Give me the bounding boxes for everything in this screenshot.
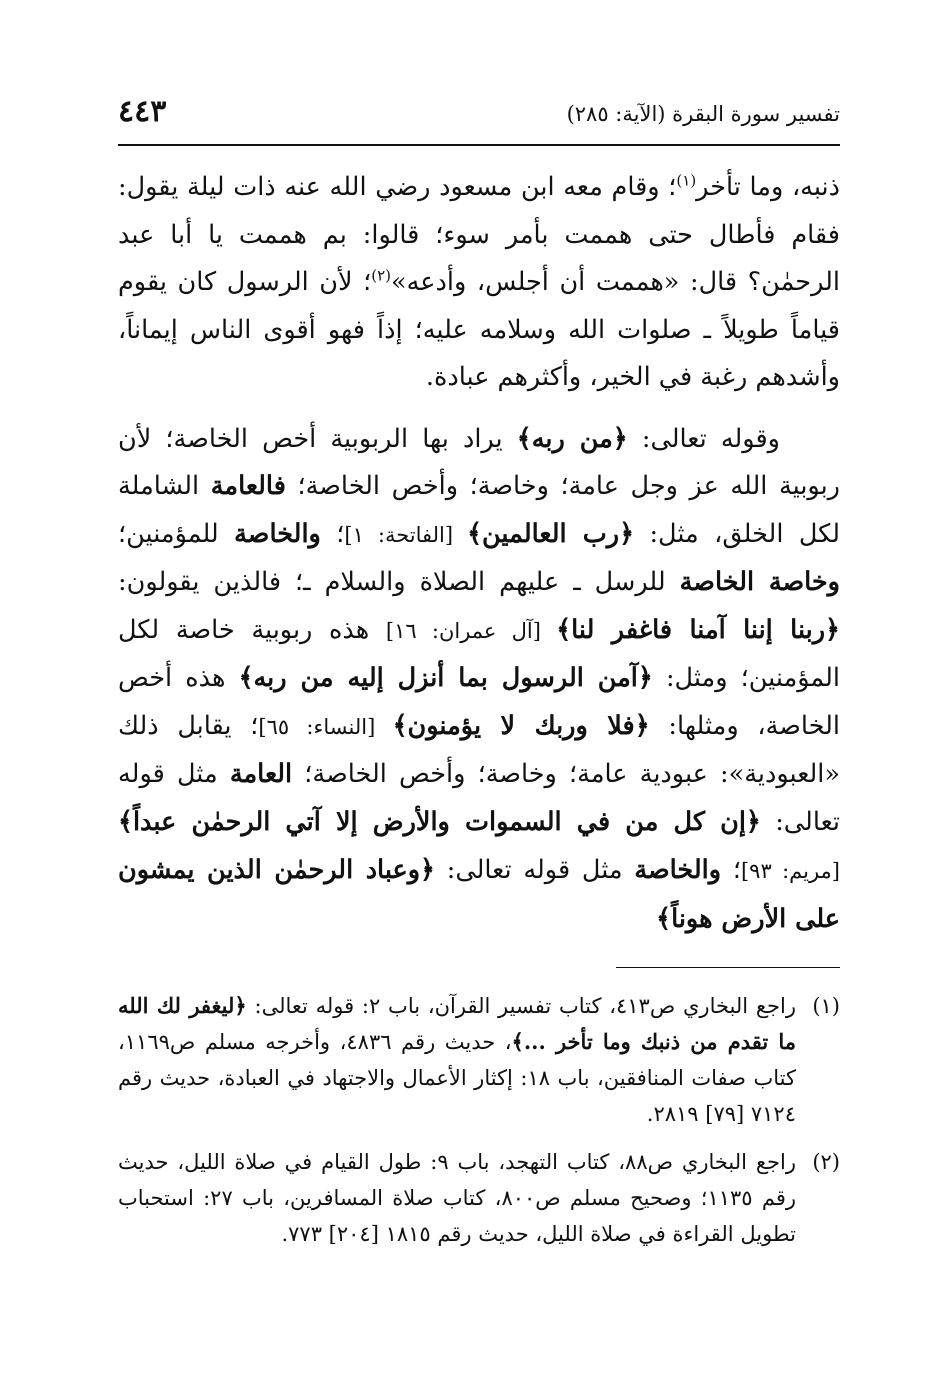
text-span: ؛: [320, 518, 345, 549]
text-span: ذنبه، وما تأخر: [696, 172, 840, 202]
footnote-divider: [616, 967, 840, 968]
verse-reference: [آل عمران: ١٦]: [385, 618, 557, 643]
bold-term: العامة: [229, 759, 293, 789]
footnote-text: راجع البخاري ص٨٨، كتاب التهجد، باب ٩: طول القيام في صلاة الليل، حديث رقم ١١٣٥؛ وصحيح مسلم ص٨٠٠، كتاب صلاة المسافرين، باب ٢٧: استحباب تطويل القراءة في صلاة الليل، حديث رقم ١٨١٥ [٢٠٤] ٧٧٣.: [118, 1150, 797, 1246]
quran-quote: ﴿آمن الرسول بما أنزل إليه من ربه﴾: [238, 663, 653, 693]
quran-quote: ﴿ليغفر لك الله ما تقدم من ذنبك وما تأخر ...﴾: [118, 993, 797, 1054]
text-span: ، حديث رقم ٤٨٣٦، وأخرجه مسلم ص١١٦٩، كتاب صفات المنافقين، باب ١٨: إكثار الأعمال والاجتهاد في العبادة، حديث رقم ٧١٢٤ [٧٩] ٢٨١٩.: [118, 1030, 797, 1126]
text-span: وقوله تعالى:: [627, 423, 780, 454]
quran-quote: ﴿إن كل من في السموات والأرض إلا آتي الرحمٰن عبداً﴾: [118, 806, 761, 837]
page-number: ٤٤٣: [118, 94, 167, 129]
bold-term: والخاصة: [634, 855, 722, 885]
paragraph-1: [118, 164, 840, 402]
footnote-2: [118, 1144, 840, 1252]
text-span: يراد بها الربوبية أخص الخاصة؛ لأن ربوبية الله عز وجل عامة؛ وخاصة؛ وأخص الخاصة؛: [118, 423, 840, 501]
main-text: [118, 164, 840, 943]
footnotes: [118, 988, 840, 1252]
text-span: هذه أخص الخاصة، ومثلها:: [118, 663, 840, 741]
footnote-marker-1: (١): [676, 171, 697, 190]
quran-quote: ﴿رب العالمين﴾: [467, 518, 635, 549]
bold-term: فالعامة: [210, 471, 286, 501]
text-span: راجع البخاري ص٤١٣، كتاب تفسير القرآن، باب ٢: قوله تعالى:: [246, 994, 796, 1018]
text-span: للمؤمنين؛: [118, 518, 235, 549]
text-span: للرسل ـ عليهم الصلاة والسلام ـ؛ فالذين يقولون:: [118, 567, 680, 597]
footnote-number: (٢): [812, 1150, 840, 1174]
verse-reference: [الفاتحة: ١]: [344, 522, 468, 547]
footnote-1: [118, 988, 840, 1132]
footnote-text: [118, 988, 796, 1132]
footnote-number: (١): [812, 994, 840, 1018]
text-span: ؛: [721, 855, 741, 885]
quran-quote: ﴿ربنا إننا آمنا فاغفر لنا﴾: [556, 614, 840, 645]
verse-reference: [مريم: ٩٣]: [740, 859, 840, 883]
footnote-marker-2: (٢): [371, 266, 392, 285]
bold-term: والخاصة: [234, 518, 321, 549]
text-span: ؛ يقابل ذلك «العبودية»: عبودية عامة؛ وخاصة؛ وأخص الخاصة؛: [118, 710, 840, 789]
verse-reference: [النساء: ٦٥]: [258, 714, 393, 739]
text-span: هذه ربوبية خاصة لكل المؤمنين؛ ومثل:: [118, 614, 840, 693]
quran-quote: ﴿من ربه﴾: [516, 423, 628, 454]
text-span: الشاملة لكل الخلق، مثل:: [118, 471, 840, 549]
quran-quote: ﴿وعباد الرحمٰن الذين يمشون على الأرض هوناً﴾: [118, 855, 840, 934]
bold-term: وخاصة الخاصة: [679, 567, 840, 597]
paragraph-2: [118, 416, 840, 944]
text-span: ؛ لأن الرسول كان يقوم قياماً طويلاً ـ صلوات الله وسلامه عليه؛ إذاً فهو أقوى الناس إيماناً، وأشدهم رغبة في الخير، وأكثرهم عبادة.: [118, 267, 840, 392]
book-page: [118, 88, 840, 1338]
quran-quote: ﴿فلا وربك لا يؤمنون﴾: [392, 710, 650, 741]
page-header: [118, 88, 840, 146]
text-span: مثل قوله تعالى:: [118, 759, 840, 837]
text-span: ؛ وقام معه ابن مسعود رضي الله عنه ذات ليلة يقول: فقام فأطال حتى هممت بأمر سوء؛ قالوا: بم هممت يا أبا عبد الرحمٰن؟ قال: «هممت أن أجلس، وأدعه»: [118, 172, 840, 297]
text-span: مثل قوله تعالى:: [435, 855, 635, 885]
running-title: تفسير سورة البقرة (الآية: ٢٨٥): [566, 102, 840, 126]
